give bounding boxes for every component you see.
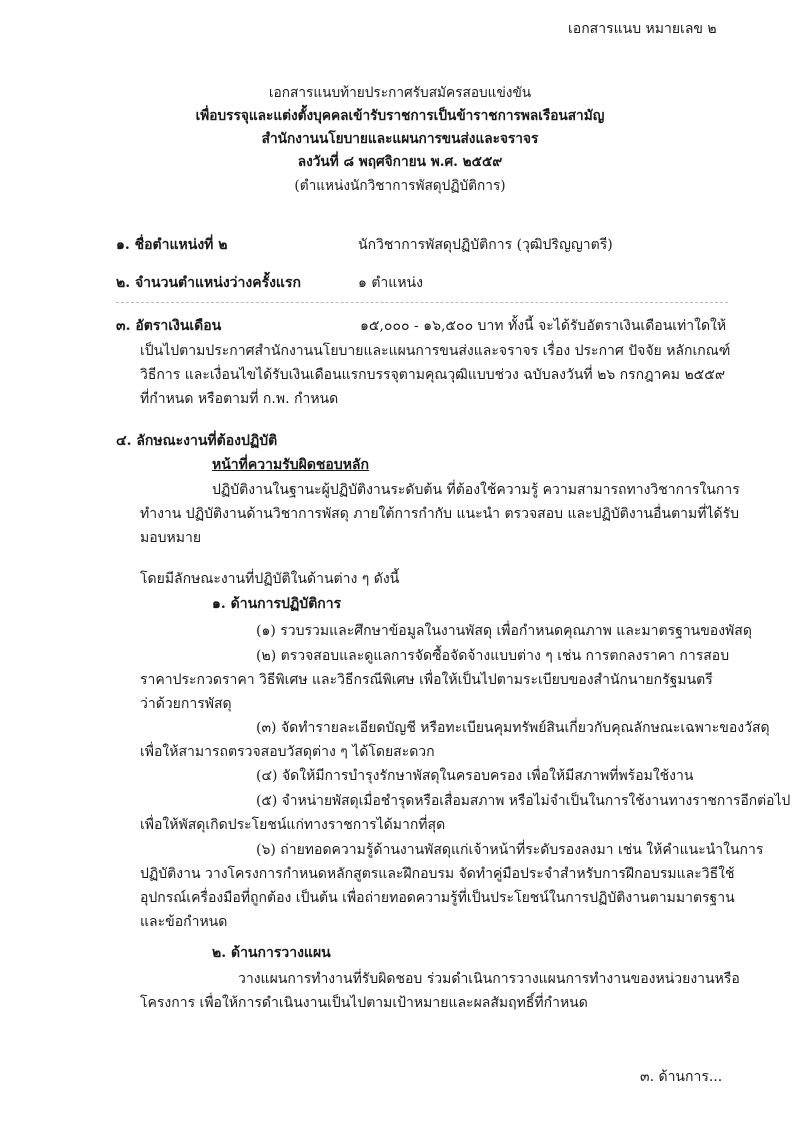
header-line-4: ลงวันที่ ๘ พฤศจิกายน พ.ศ. ๒๕๕๙	[297, 154, 503, 170]
section-1-item-5-line-1: (๕) จำหน่ายพัสดุเมื่อชำรุดหรือเสื่อมสภาพ หรือไม่จำเป็นในการใช้งานทางราชการอีกต่อไป	[256, 793, 791, 809]
header-line-2: เพื่อบรรจุและแต่งตั้งบุคคลเข้ารับราชการเป็นข้าราชการพลเรือนสามัญ	[195, 108, 605, 124]
item-4-label: ๔. ลักษณะงานที่ต้องปฏิบัติ	[116, 433, 278, 449]
continuation-note: ๓. ด้านการ...	[640, 1069, 723, 1085]
duties-line-1: ปฏิบัติงานในฐานะผู้ปฏิบัติงานระดับต้น ที่ต้องใช้ความรู้ ความสามารถทางวิชาการในการ	[212, 482, 740, 498]
section-1-item-6-line-2: ปฏิบัติงาน วางโครงการกำหนดหลักสูตรและฝึกอบรม จัดทำคู่มือประจำสำหรับการฝึกอบรมและวิธีใช้	[140, 866, 735, 882]
document-label: เอกสารแนบ หมายเลข ๒	[568, 21, 717, 37]
item-3-line-3: วิธีการ และเงื่อนไขได้รับเงินเดือนแรกบรรจุตามคุณวุฒิแบบช่วง ฉบับลงวันที่ ๒๖ กรกฎาคม ๒๕๕๙	[140, 367, 726, 383]
item-1-value: นักวิชาการพัสดุปฏิบัติการ (วุฒิปริญญาตรี)	[358, 237, 613, 253]
section-1-item-4: (๔) จัดให้มีการบำรุงรักษาพัสดุในครอบครอง เพื่อให้มีสภาพที่พร้อมใช้งาน	[256, 768, 694, 784]
dashed-separator	[116, 302, 728, 303]
item-3-label: ๓. อัตราเงินเดือน	[116, 318, 222, 334]
section-1-title: ๑. ด้านการปฏิบัติการ	[212, 596, 342, 612]
duties-line-3: มอบหมาย	[140, 530, 202, 546]
item-1-label: ๑. ชื่อตำแหน่งที่ ๒	[116, 237, 228, 253]
section-2-title: ๒. ด้านการวางแผน	[212, 945, 331, 961]
section-1-item-1: (๑) รวบรวมและศึกษาข้อมูลในงานพัสดุ เพื่อกำหนดคุณภาพ และมาตรฐานของพัสดุ	[256, 623, 752, 639]
section-2-line-2: โครงการ เพื่อให้การดำเนินงานเป็นไปตามเป้าหมายและผลสัมฤทธิ์ที่กำหนด	[140, 995, 588, 1011]
item-2-value: ๑ ตำแหน่ง	[358, 275, 423, 291]
header-line-5: (ตำแหน่งนักวิชาการพัสดุปฏิบัติการ)	[294, 178, 506, 194]
section-1-item-2-line-2: ราคาประกวดราคา วิธีพิเศษ และวิธีกรณีพิเศษ เพื่อให้เป็นไปตามระเบียบของสำนักนายกรัฐมนตรี	[140, 672, 713, 688]
section-1-item-6-line-1: (๖) ถ่ายทอดความรู้ด้านงานพัสดุแก่เจ้าหน้าที่ระดับรองลงมา เช่น ให้คำแนะนำในการ	[256, 842, 764, 858]
header-line-3: สำนักงานนโยบายและแผนการขนส่งและจราจร	[261, 131, 539, 147]
section-1-item-3-line-1: (๓) จัดทำรายละเอียดบัญชี หรือทะเบียนคุมทรัพย์สินเกี่ยวกับคุณลักษณะเฉพาะของวัสดุ	[256, 720, 770, 736]
section-2-line-1: วางแผนการทำงานที่รับผิดชอบ ร่วมดำเนินการวางแผนการทำงานของหน่วยงานหรือ	[238, 971, 740, 987]
section-1-item-2-line-1: (๒) ตรวจสอบและดูแลการจัดซื้อจัดจ้างแบบต่าง ๆ เช่น การตกลงราคา การสอบ	[256, 648, 730, 664]
item-3-value: ๑๕,๐๐๐ - ๑๖,๕๐๐ บาท ทั้งนี้ จะได้รับอัตราเงินเดือนเท่าใดให้	[360, 318, 727, 334]
section-1-item-6-line-3: อุปกรณ์เครื่องมือที่ถูกต้อง เป็นต้น เพื่อถ่ายทอดความรู้ที่เป็นประโยชน์ในการปฏิบัติงานตามมาตรฐาน	[140, 890, 735, 906]
item-3-line-2: เป็นไปตามประกาศสำนักงานนโยบายและแผนการขนส่งและจราจร เรื่อง ประกาศ ปัจจัย หลักเกณฑ์	[140, 343, 731, 359]
item-3-line-4: ที่กำหนด หรือตามที่ ก.พ. กำหนด	[140, 391, 339, 407]
section-1-item-5-line-2: เพื่อให้พัสดุเกิดประโยชน์แก่ทางราชการได้มากที่สุด	[140, 817, 446, 833]
header-line-1: เอกสารแนบท้ายประกาศรับสมัครสอบแข่งขัน	[268, 85, 532, 101]
duties-heading: หน้าที่ความรับผิดชอบหลัก	[212, 457, 369, 473]
duties-intro: โดยมีลักษณะงานที่ปฏิบัติในด้านต่าง ๆ ดังนี้	[140, 571, 400, 587]
duties-line-2: ทำงาน ปฏิบัติงานด้านวิชาการพัสดุ ภายใต้การกำกับ แนะนำ ตรวจสอบ และปฏิบัติงานอื่นตามที่ได้รับ	[140, 506, 740, 522]
item-2-label: ๒. จำนวนตำแหน่งว่างครั้งแรก	[116, 275, 301, 291]
section-1-item-3-line-2: เพื่อให้สามารถตรวจสอบวัสดุต่าง ๆ ได้โดยสะดวก	[140, 744, 435, 760]
section-1-item-2-line-3: ว่าด้วยการพัสดุ	[140, 696, 232, 712]
section-1-item-6-line-4: และข้อกำหนด	[140, 914, 228, 930]
